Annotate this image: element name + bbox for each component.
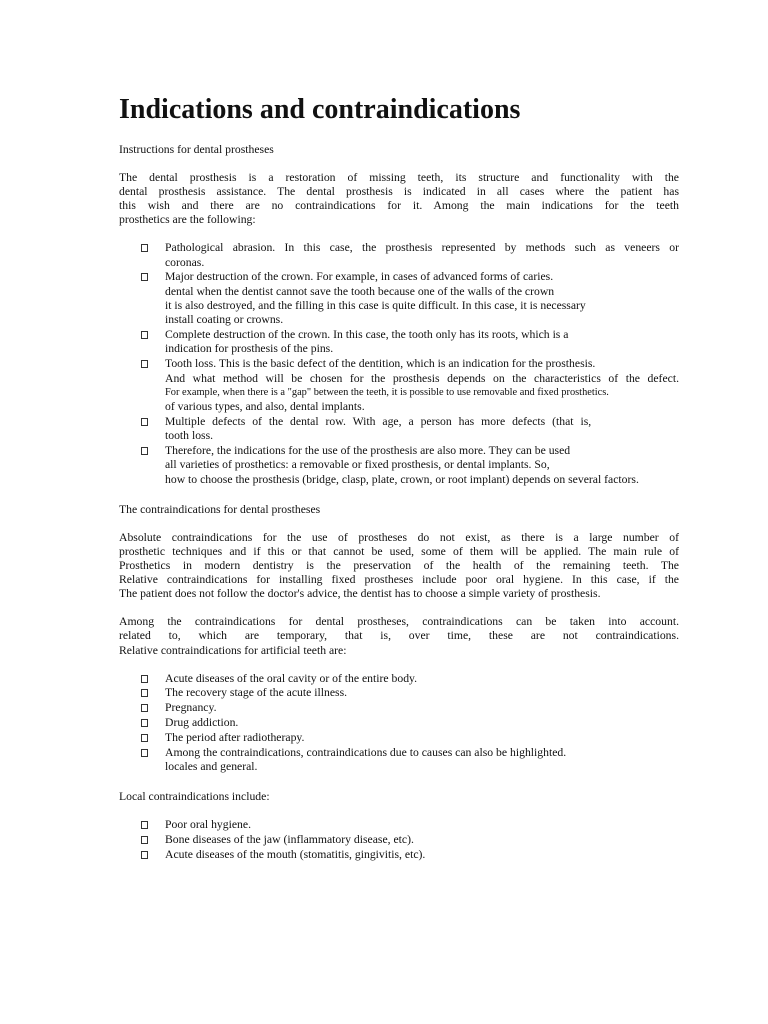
paragraph-line: prosthetic techniques and if this or that cannot be used, some of them will be applied. The main rule of	[119, 545, 679, 559]
list-item	[119, 270, 679, 327]
list-item-line: Poor oral hygiene.	[165, 818, 252, 832]
list-item	[119, 415, 679, 444]
paragraph-line: Relative contraindications for installing fixed prostheses include poor oral hygiene. In this case, if the	[119, 573, 679, 587]
paragraph-line: Prosthetics in modern dentistry is the preservation of the health of the remaining teeth. The	[119, 559, 679, 573]
list-item-line: Therefore, the indications for the use of the prosthesis are also more. They can be used	[165, 444, 571, 458]
paragraph-relative-contraindications	[119, 615, 679, 657]
list-item-line: Acute diseases of the mouth (stomatitis, gingivitis, etc).	[165, 847, 426, 861]
list-item-line: Pathological abrasion. In this case, the prosthesis represented by methods such as veneers or	[165, 241, 679, 255]
list-item-line: all varieties of prosthetics: a removable or fixed prosthesis, or dental implants. So,	[165, 458, 550, 472]
list-item-line: For example, when there is a "gap" between the teeth, it is possible to use removable and fixed prosthetics.	[165, 386, 609, 398]
document-page	[119, 92, 679, 878]
paragraph-line: this wish and there are no contraindications for it. Among the main indications for the teeth	[119, 199, 679, 213]
square-bullet-icon	[141, 704, 148, 712]
square-bullet-icon	[141, 734, 148, 742]
square-bullet-icon	[141, 273, 148, 281]
square-bullet-icon	[141, 851, 148, 859]
list-item-line: Drug addiction.	[165, 716, 239, 730]
list-item-line: Among the contraindications, contraindications due to causes can also be highlighted.	[165, 745, 567, 759]
paragraph-line: Relative contraindications for artificial teeth are:	[119, 643, 347, 657]
list-item-line: Pregnancy.	[165, 701, 217, 715]
list-item	[119, 818, 679, 832]
list-item-line: of various types, and also, dental implants.	[165, 400, 365, 414]
square-bullet-icon	[141, 719, 148, 727]
relative-contraindications-list	[119, 672, 679, 775]
list-item-line: Major destruction of the crown. For example, in cases of advanced forms of caries.	[165, 270, 554, 284]
list-item-line: Acute diseases of the oral cavity or of the entire body.	[165, 671, 418, 685]
paragraph-intro	[119, 171, 679, 227]
list-item	[119, 746, 679, 775]
list-item	[119, 357, 679, 414]
list-item-line: tooth loss.	[165, 429, 214, 443]
paragraph-line: prosthetics are the following:	[119, 213, 256, 227]
list-item-line: And what method will be chosen for the prosthesis depends on the characteristics of the defect.	[165, 371, 679, 385]
paragraph-line: related to, which are temporary, that is, over time, these are not contraindications.	[119, 629, 679, 643]
square-bullet-icon	[141, 675, 148, 683]
list-item	[119, 731, 679, 745]
section-heading-local-contraindications: Local contraindications include:	[119, 790, 270, 804]
paragraph-line: Absolute contraindications for the use of prostheses do not exist, as there is a large number of	[119, 530, 679, 544]
square-bullet-icon	[141, 360, 148, 368]
list-item	[119, 716, 679, 730]
list-item	[119, 833, 679, 847]
list-item	[119, 672, 679, 686]
indications-list	[119, 241, 679, 487]
list-item	[119, 328, 679, 357]
list-item-line: locales and general.	[165, 759, 258, 773]
square-bullet-icon	[141, 836, 148, 844]
list-item	[119, 701, 679, 715]
list-item-line: install coating or crowns.	[165, 313, 284, 327]
list-item-line: The recovery stage of the acute illness.	[165, 686, 348, 700]
list-item	[119, 444, 679, 487]
paragraph-line: The dental prosthesis is a restoration of missing teeth, its structure and functionality with the	[119, 171, 679, 184]
list-item-line: indication for prosthesis of the pins.	[165, 342, 334, 356]
paragraph-line: dental prosthesis assistance. The dental prosthesis is indicated in all cases where the patient has	[119, 185, 679, 199]
list-item-line: The period after radiotherapy.	[165, 730, 305, 744]
paragraph-absolute-contraindications	[119, 531, 679, 601]
square-bullet-icon	[141, 447, 148, 455]
square-bullet-icon	[141, 244, 148, 252]
square-bullet-icon	[141, 749, 148, 757]
list-item-line: dental when the dentist cannot save the tooth because one of the walls of the crown	[165, 284, 555, 298]
list-item-line: Complete destruction of the crown. In this case, the tooth only has its roots, which is a	[165, 328, 569, 342]
list-item	[119, 686, 679, 700]
paragraph-line: Among the contraindications for dental prostheses, contraindications can be taken into account.	[119, 615, 679, 629]
square-bullet-icon	[141, 689, 148, 697]
section-heading-contraindications: The contraindications for dental prostheses	[119, 502, 321, 516]
list-item-line: Multiple defects of the dental row. With age, a person has more defects (that is,	[165, 414, 592, 428]
square-bullet-icon	[141, 418, 148, 426]
local-contraindications-list	[119, 818, 679, 862]
paragraph-line: The patient does not follow the doctor's advice, the dentist has to choose a simple variety of prosthesis.	[119, 587, 601, 601]
list-item	[119, 241, 679, 270]
list-item-line: how to choose the prosthesis (bridge, clasp, plate, crown, or root implant) depends on several factors.	[165, 472, 639, 486]
list-item-line: it is also destroyed, and the filling in this case is quite difficult. In this case, it is necessary	[165, 299, 586, 313]
square-bullet-icon	[141, 821, 148, 829]
square-bullet-icon	[141, 331, 148, 339]
section-heading-indications: Instructions for dental prostheses	[119, 143, 274, 156]
list-item-line: Bone diseases of the jaw (inflammatory disease, etc).	[165, 833, 414, 847]
list-item	[119, 848, 679, 862]
list-item-line: Tooth loss. This is the basic defect of the dentition, which is an indication for the prosthesis.	[165, 357, 596, 371]
list-item-line: coronas.	[165, 255, 205, 269]
page-title: Indications and contraindications	[119, 94, 521, 125]
